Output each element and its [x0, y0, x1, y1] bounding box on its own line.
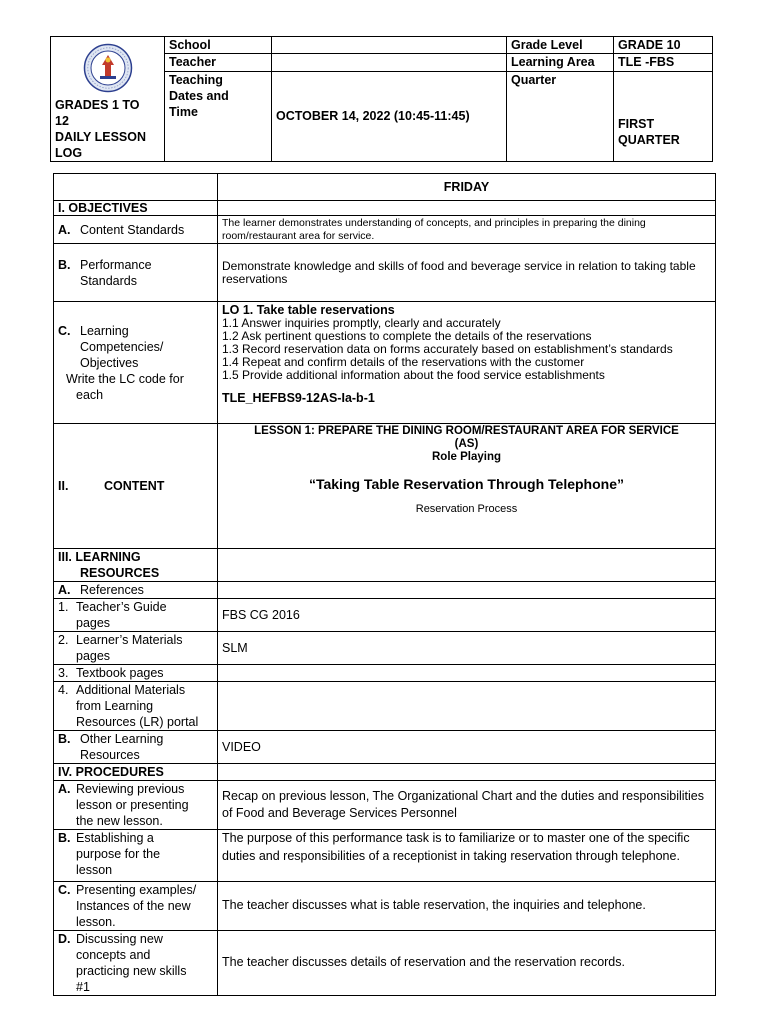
- lesson-title-suffix: (AS): [454, 438, 479, 450]
- header-title-line: DAILY LESSON: [55, 130, 146, 144]
- procedure-c-label-line: Instances of the new: [76, 899, 191, 913]
- procedure-d-text: The teacher discusses details of reservation and the reservation records.: [218, 931, 716, 996]
- grade-level-value: GRADE 10: [614, 37, 713, 54]
- procedure-b-text: The purpose of this performance task is to familiarize or to master one of the specific duties and responsibilities of a receptionist in taking reservation through telephone.: [218, 830, 716, 882]
- competencies-text: [218, 302, 716, 424]
- other-resources-marker: B.: [58, 732, 71, 746]
- teaching-dates-value: OCTOBER 14, 2022 (10:45-11:45): [272, 71, 507, 161]
- content-label: [54, 424, 218, 549]
- references-label-text: References: [80, 583, 144, 597]
- procedure-a-label: [54, 781, 218, 830]
- objectives-heading-value: [218, 201, 716, 216]
- header-table: [50, 36, 713, 162]
- additional-materials-value: [218, 682, 716, 731]
- competencies-label-line: Objectives: [80, 355, 139, 370]
- resources-heading: [54, 549, 218, 582]
- content-marker: II.: [58, 479, 69, 493]
- learners-materials-label-line: pages: [76, 649, 111, 663]
- procedure-a-label-line: Reviewing previous: [76, 782, 185, 796]
- competency-item: 1.1 Answer inquiries promptly, clearly and accurately: [222, 316, 501, 330]
- performance-standards-marker: B.: [58, 257, 71, 272]
- teachers-guide-label-line: pages: [76, 616, 111, 630]
- teacher-label: Teacher: [165, 54, 272, 71]
- lc-code: TLE_HEFBS9-12AS-Ia-b-1: [222, 391, 375, 405]
- teachers-guide-marker: 1.: [58, 600, 69, 614]
- competency-item: 1.4 Repeat and confirm details of the reservations with the customer: [222, 355, 585, 369]
- textbook-value: [218, 665, 716, 682]
- procedures-heading-value: [218, 764, 716, 781]
- header-title-line: GRADES 1 TO: [55, 98, 140, 112]
- content-standards-label-text: Content Standards: [80, 222, 185, 237]
- resources-heading-line: III. LEARNING: [58, 550, 141, 564]
- activity-title: Role Playing: [431, 451, 502, 463]
- textbook-label: [54, 665, 218, 682]
- teachers-guide-value: FBS CG 2016: [218, 599, 716, 632]
- lesson-title: LESSON 1: PREPARE THE DINING ROOM/RESTAURANT AREA FOR SERVICE: [254, 425, 679, 437]
- additional-materials-label-line: from Learning: [76, 699, 154, 713]
- other-resources-label-line: Other Learning: [80, 732, 164, 746]
- quarter-value: [614, 71, 713, 161]
- content-standards-text: The learner demonstrates understanding of concepts, and principles in preparing the dining room/restaurant area for service.: [218, 216, 716, 244]
- procedure-a-label-line: the new lesson.: [76, 814, 163, 828]
- quarter-value-line: FIRST: [618, 116, 655, 131]
- competency-item: 1.3 Record reservation data on forms accurately based on establishment’s standards: [222, 342, 673, 356]
- additional-materials-marker: 4.: [58, 683, 69, 697]
- other-resources-value: VIDEO: [218, 731, 716, 764]
- competencies-label-line: Learning: [80, 323, 129, 338]
- teachers-guide-label: [54, 599, 218, 632]
- textbook-label-text: Textbook pages: [76, 666, 164, 680]
- other-resources-label: [54, 731, 218, 764]
- additional-materials-label: [54, 682, 218, 731]
- teaching-dates-label-line: Dates and: [169, 88, 229, 103]
- competency-item: 1.5 Provide additional information about the food service establishments: [222, 368, 605, 382]
- teaching-dates-label-line: Teaching: [169, 72, 223, 87]
- performance-standards-label-line: Performance: [80, 257, 152, 272]
- learners-materials-marker: 2.: [58, 633, 69, 647]
- learners-materials-label-line: Learner’s Materials: [76, 633, 183, 647]
- content-standards-label: [54, 216, 218, 244]
- procedure-d-label-line: #1: [76, 980, 90, 994]
- competencies-label: [54, 302, 218, 424]
- header-title-line: LOG: [55, 146, 83, 160]
- additional-materials-label-line: Resources (LR) portal: [76, 715, 199, 729]
- content-standards-marker: A.: [58, 222, 71, 237]
- additional-materials-label-line: Additional Materials: [76, 683, 186, 697]
- day-heading: FRIDAY: [218, 174, 716, 201]
- references-label: [54, 582, 218, 599]
- references-value: [218, 582, 716, 599]
- procedure-c-text: The teacher discusses what is table reservation, the inquiries and telephone.: [218, 882, 716, 931]
- quarter-value-line: QUARTER: [618, 132, 680, 147]
- header-title-cell: [51, 37, 165, 162]
- procedure-d-label-line: Discussing new: [76, 932, 163, 946]
- teachers-guide-label-line: Teacher’s Guide: [76, 600, 167, 614]
- procedure-d-label: [54, 931, 218, 996]
- blank-header-cell: [54, 174, 218, 201]
- learners-materials-label: [54, 632, 218, 665]
- content-label-text: CONTENT: [104, 479, 165, 493]
- teaching-dates-label-line: Time: [169, 104, 198, 119]
- procedure-d-marker: D.: [58, 932, 71, 946]
- learners-materials-value: SLM: [218, 632, 716, 665]
- teaching-dates-label: [165, 71, 272, 161]
- topic-title: “Taking Table Reservation Through Telephone”: [308, 476, 625, 492]
- competencies-note-line: Write the LC code for: [66, 371, 184, 386]
- procedure-a-marker: A.: [58, 782, 71, 796]
- learning-area-value: TLE -FBS: [614, 54, 713, 71]
- procedure-a-label-line: lesson or presenting: [76, 798, 189, 812]
- teacher-value: [272, 54, 507, 71]
- references-marker: A.: [58, 583, 71, 597]
- content-text: [218, 424, 716, 549]
- school-label: School: [165, 37, 272, 54]
- procedure-a-text: Recap on previous lesson, The Organizational Chart and the duties and responsibilities of Food and Beverage Services Personnel: [218, 781, 716, 830]
- header-title-line: 12: [55, 114, 69, 128]
- competency-item: 1.2 Ask pertinent questions to complete the details of the reservations: [222, 329, 592, 343]
- textbook-marker: 3.: [58, 666, 69, 680]
- procedure-b-label-line: purpose for the: [76, 847, 161, 861]
- resources-heading-line: RESOURCES: [80, 566, 160, 580]
- subtopic-title: Reservation Process: [415, 503, 518, 515]
- resources-heading-value: [218, 549, 716, 582]
- deped-seal-icon: [83, 43, 133, 93]
- objectives-heading: I. OBJECTIVES: [54, 201, 218, 216]
- procedure-c-label: [54, 882, 218, 931]
- performance-standards-label: [54, 244, 218, 302]
- procedure-b-label-line: Establishing a: [76, 831, 154, 845]
- school-value: [272, 37, 507, 54]
- procedure-b-marker: B.: [58, 831, 71, 845]
- performance-standards-text: Demonstrate knowledge and skills of food and beverage service in relation to taking table reservations: [218, 244, 716, 302]
- procedure-b-label: [54, 830, 218, 882]
- procedure-d-label-line: concepts and: [76, 948, 151, 962]
- competencies-note-line: each: [76, 387, 104, 402]
- learning-area-label: Learning Area: [507, 54, 614, 71]
- grade-level-label: Grade Level: [507, 37, 614, 54]
- procedures-heading: IV. PROCEDURES: [54, 764, 218, 781]
- quarter-label: Quarter: [507, 71, 614, 161]
- competencies-marker: C.: [58, 323, 71, 338]
- procedure-b-label-line: lesson: [76, 863, 113, 877]
- performance-standards-label-line: Standards: [80, 273, 137, 288]
- lesson-log-table: [53, 173, 716, 996]
- procedure-c-label-line: lesson.: [76, 915, 116, 929]
- procedure-c-marker: C.: [58, 883, 71, 897]
- procedure-d-label-line: practicing new skills: [76, 964, 187, 978]
- competencies-label-line: Competencies/: [80, 339, 164, 354]
- procedure-c-label-line: Presenting examples/: [76, 883, 197, 897]
- lo-title: LO 1. Take table reservations: [222, 303, 395, 317]
- other-resources-label-line: Resources: [80, 748, 140, 762]
